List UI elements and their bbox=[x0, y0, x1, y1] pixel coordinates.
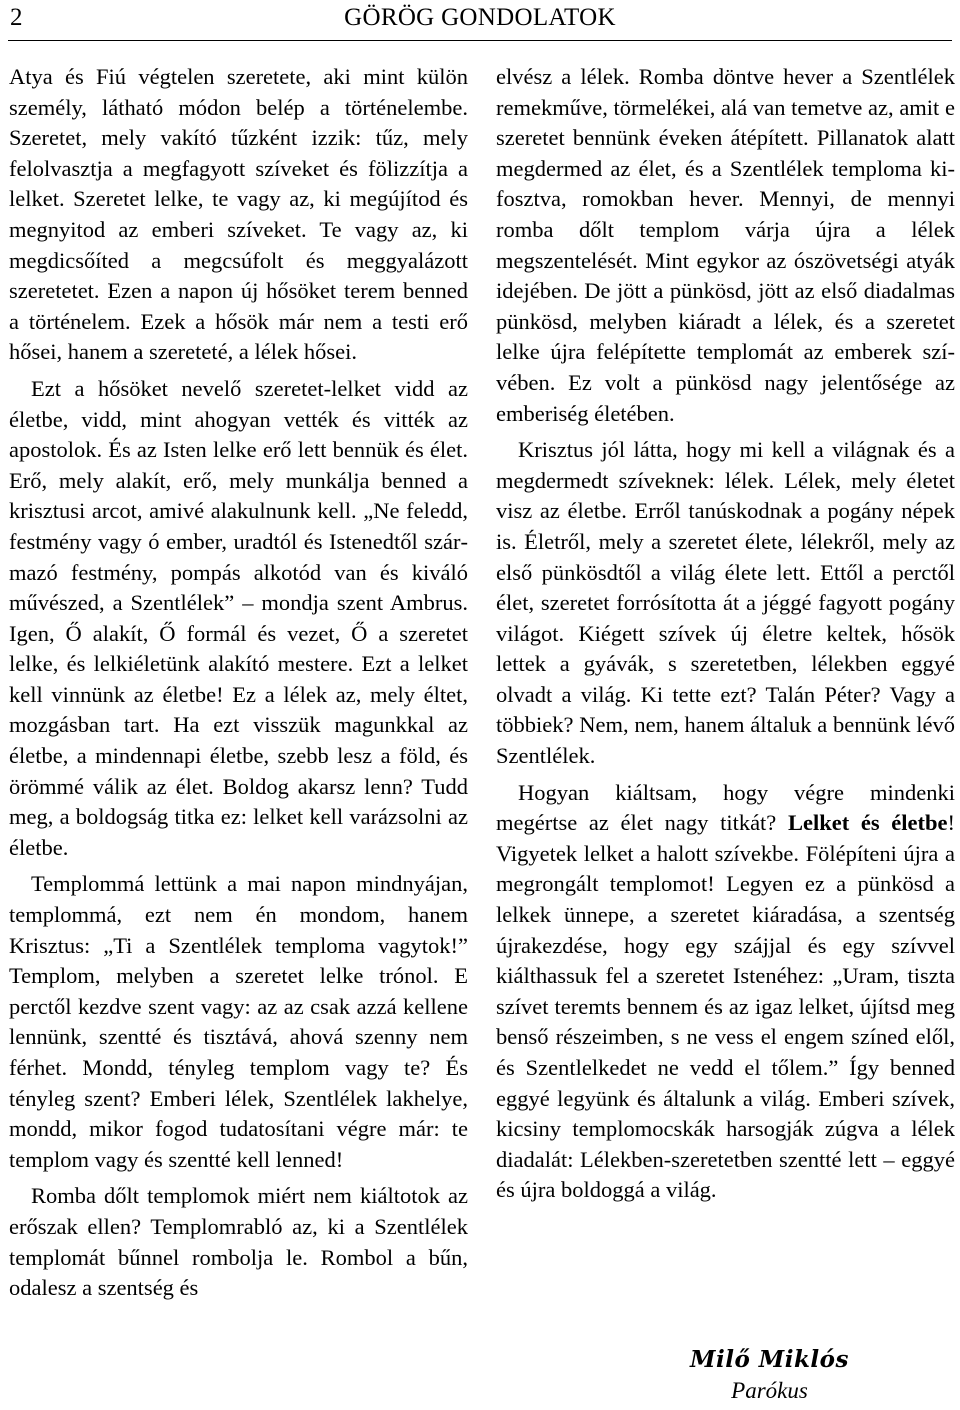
paragraph: Atya és Fiú végtelen szeretete, aki mint külön személy, látható módon belép a történelembe. Szeretet, mely vakító tűzként izzik: tűz, mely felolvasztja a megfagyott szíveket és fölizzítja a lelket. Szeretet lelke, te vagy az, ki megújítod és megnyitod az emberi szíveket. Te vagy az, ki megdicsőíted a megcsúfolt és meggyalázott szeretetet. Ezen a napon új hősöket terem benned a történelem. Ezek a hősök már nem a testi erő hősei, hanem a szereteté, a lélek hősei. bbox=[9, 64, 468, 365]
left-column bbox=[9, 62, 468, 1304]
paragraph bbox=[496, 778, 955, 1206]
right-column bbox=[496, 62, 955, 1206]
author-role: Parókus bbox=[731, 1378, 808, 1403]
paragraph-text: ! Vigyetek lelket a halott szívekbe. Fölépíteni újra a megrongált templomot! Legyen ez a pünkösd a lelkek ünnepe, a szeretet kiáradása, a szentség újrakezdése, hogy egy szájjal és egy szívvel kiálthassuk fel a szeretet Istenéhez: „Uram, tiszta szívet teremts bennem és az igaz lelket, újítsd meg benső részeimben, s ne vess el engem színed elől, és Szentlelkedet ne vedd el tőlem.” Így benned eggyé legyünk és általunk a világ. Emberi szívek, kicsiny templomocskák harsogják zúgva a lélek diadalát: Lélekben-szeretetben szentté lett – eggyé és újra boldoggá a világ. bbox=[496, 810, 956, 1203]
page-header bbox=[8, 0, 952, 41]
author-signature: Milő Miklós bbox=[690, 1346, 849, 1373]
paragraph: elvész a lélek. Romba döntve hever a Szentlélek remekműve, törmelékei, alá van temetve az, amit e szeretet bennünk éveken átépített. Pillanatok alatt megdermed az élet, és a Szentlélek temploma kifosztva, romokban hever. Mennyi, de mennyi romba dőlt templom várja újra a lélek megszentelését. Mint egykor az ószövetségi atyák idejében. De jött a pünkösd, jött az első diadalmas pünkösd, melyben kiáradt a lélek, és a szeretet lelke újra felépítette templomát az emberek szívében. Ez volt a pünkösd nagy jelentősége az emberiség életében. bbox=[496, 64, 955, 426]
paragraph: Romba dőlt templomok miért nem kiáltotok az erőszak ellen? Templomrabló az, ki a Szentlélek templomát bűnnel rombolja le. Rombol a bűn, odalesz a szentség és bbox=[9, 1183, 468, 1301]
paragraph-text: Hogyan kiáltsam, hogy végre mindenki megértse az élet nagy titkát? bbox=[496, 779, 955, 836]
paragraph: Ezt a hősöket nevelő szeretet-lelket vidd az életbe, vidd, mint ahogyan vették és vitték az apostolok. És az Isten lelke erő lett bennük és élet. Erő, mely alakít, erő, mely munkálja benned a krisztusi arcot, amivé alakulnunk kell. „Ne feledd, festmény vagy ó ember, uradtól és Istenedtől származó festmény, pompás alkotód van és kiváló művészed, a Szentlélek” – mondja szent Ambrus. Igen, Ő alakít, Ő formál és vezet, Ő a szeretet lelke, és lelkiéletünk alakító mestere. Ezt a lelket kell vinnünk az életbe! Ez a lélek az, mely éltet, mozgásban tart. Ha ezt visszük magunkkal az életbe, a mindennapi életbe, szebb lesz a föld, és örömmé válik az élet. Boldog akarsz lenn? Tudd meg, a boldogság titka ez: lelket kell varázsolni az életbe. bbox=[9, 375, 468, 860]
emphasis-text: Lelket és életbe bbox=[787, 810, 948, 836]
paragraph: Templommá lettünk a mai napon mindnyájan, templommá, ezt nem én mondom, hanem Krisztus: „Ti a Szentlélek temploma vagytok!” Templom, melyben a szeretet lelke trónol. E perctől kezdve szent vagy: az az csak azzá kellene lennünk, szentté és tisztává, ahová szenny nem férhet. Mondd, tényleg templom vagy te? És tényleg szent? Emberi lélek, Szentlélek lakhelye, mondd, mikor fogod tudatosítani végre már: te templom vagy és szentté kell lenned! bbox=[9, 871, 468, 1172]
page-number: 2 bbox=[10, 4, 23, 31]
running-title: GÖRÖG GONDOLATOK bbox=[344, 4, 616, 31]
paragraph: Krisztus jól látta, hogy mi kell a világnak és a megdermedt szíveknek: lélek. Lélek, mely életet visz az életbe. Erről tanúskodnak a pogány népek is. Életről, mely a szeretet élete, lélekről, mely az első pünkösdtől a világ élete lett. Ettől a perctől élet, szeretet forrósította át a jéggé fagyott pogány világot. Kiégett szívek új életre keltek, hősök lettek a gyávák, s szeretetben, lélekben eggyé olvadt a világ. Ki tette ezt? Talán Péter? Vagy a többiek? Nem, nem, hanem általuk a bennünk lévő Szentlélek. bbox=[496, 437, 955, 769]
